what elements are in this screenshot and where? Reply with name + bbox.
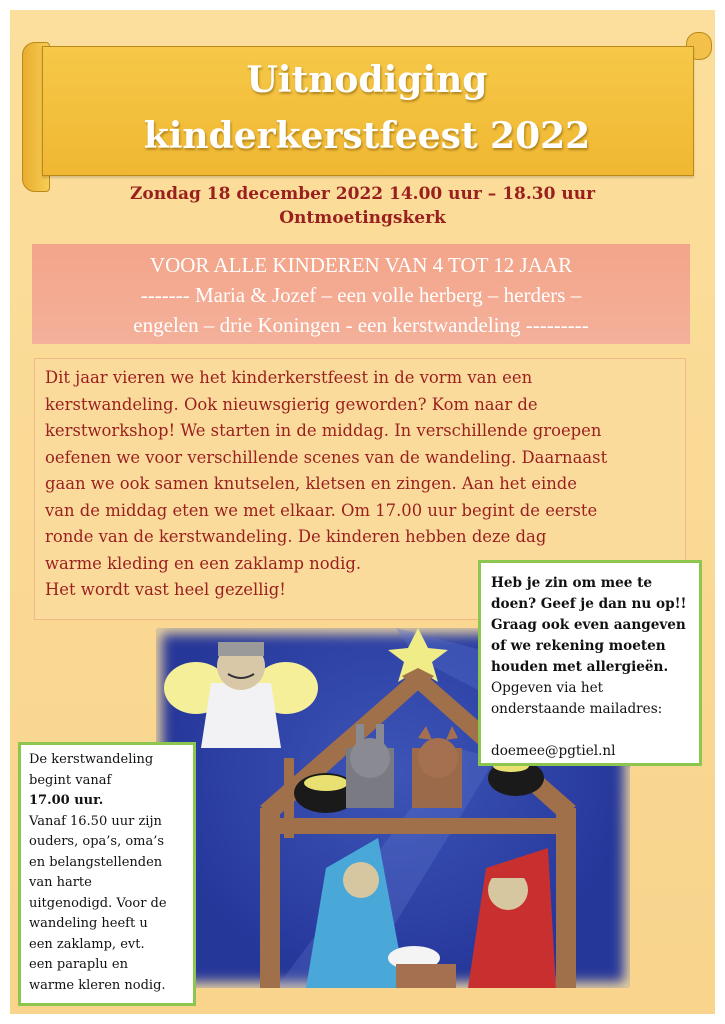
highlight-line: ------- Maria & Jozef – een volle herberg – herders – [140, 283, 582, 307]
flyer-page [10, 10, 715, 1014]
body-line: kerstworkshop! We starten in de middag. In verschillende groepen [45, 421, 602, 440]
ox-figure [412, 726, 462, 808]
signup-bold-line: doen? Geef je dan nu op!! [491, 596, 687, 612]
walk-line: van harte [29, 875, 92, 890]
body-line: van de middag eten we met elkaar. Om 17.00 uur begint de eerste [45, 500, 598, 520]
age-themes-box [32, 244, 690, 344]
page-title [42, 52, 692, 164]
event-date-time: Zondag 18 december 2022 14.00 uur – 18.30 uur [129, 184, 596, 204]
walk-line: uitgenodigd. Voor de [29, 895, 167, 911]
joseph-figure [468, 848, 556, 988]
body-line: warme kleding en een zaklamp nodig. [45, 553, 362, 573]
signup-bold-line: Heb je zin om mee te [491, 575, 653, 591]
walk-line: wandeling heeft u [29, 916, 148, 931]
walk-line: een zaklamp, evt. [29, 936, 145, 952]
title-scroll-banner [22, 32, 712, 182]
signup-bold-line: of we rekening moeten [491, 638, 666, 654]
body-line: gaan we ook samen knutselen, kletsen en zingen. Aan het einde [45, 474, 577, 493]
title-line: kinderkerstfeest 2022 [143, 115, 591, 157]
highlight-line: VOOR ALLE KINDEREN VAN 4 TOT 12 JAAR [149, 253, 573, 277]
body-line: Dit jaar vieren we het kinderkerstfeest in de vorm van een [45, 368, 533, 387]
walk-line: en belangstellenden [29, 854, 163, 870]
angel-figure [164, 642, 318, 748]
body-line: Het wordt vast heel gezellig! [45, 580, 286, 599]
event-details [10, 182, 715, 230]
walk-line: De kerstwandeling [29, 752, 154, 767]
walk-line: begint vanaf [29, 772, 112, 788]
walk-line: ouders, opa’s, oma’s [29, 834, 165, 849]
signup-callout [478, 560, 702, 766]
title-line: Uitnodiging [246, 59, 488, 101]
spacer [491, 720, 689, 741]
walk-info-callout [18, 742, 196, 1006]
walk-line: warme kleren nodig. [29, 977, 166, 993]
body-line: kerstwandeling. Ook nieuwsgierig geworden? Kom naar de [45, 394, 538, 414]
walk-line: een paraplu en [29, 957, 128, 972]
event-location: Ontmoetingskerk [279, 208, 446, 228]
signup-bold-line: houden met allergieën. [491, 659, 669, 675]
signup-email[interactable]: doemee@pgtiel.nl [491, 743, 616, 759]
walk-start-time: 17.00 uur. [29, 793, 104, 808]
walk-line: Vanaf 16.50 uur zijn [29, 813, 162, 829]
signup-line: Opgeven via het [491, 680, 604, 696]
signup-bold-line: Graag ook even aangeven [491, 617, 686, 633]
body-line: ronde van de kerstwandeling. De kinderen hebben deze dag [45, 527, 547, 546]
highlight-line: engelen – drie Koningen - een kerstwandeling --------- [133, 313, 589, 337]
signup-line: onderstaande mailadres: [491, 701, 663, 717]
body-line: oefenen we voor verschillende scenes van de wandeling. Daarnaast [45, 447, 608, 467]
